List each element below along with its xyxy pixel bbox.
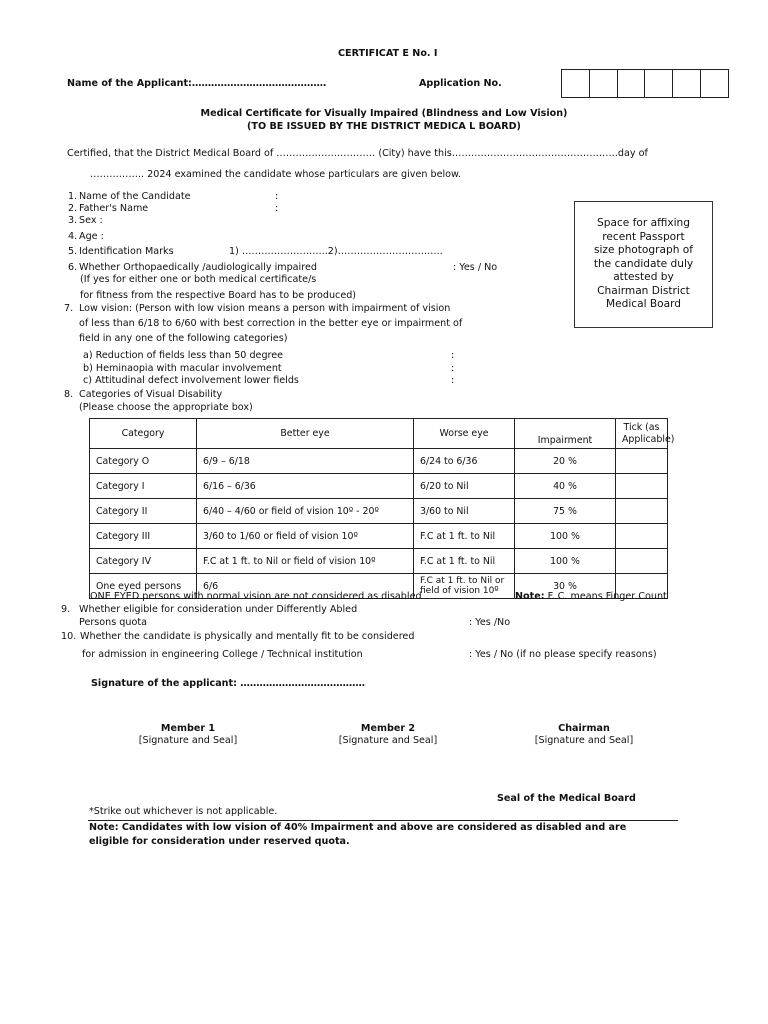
cell-category: Category IV <box>90 549 197 574</box>
question-num: 9. <box>61 604 71 615</box>
table-row <box>90 549 668 574</box>
cell-better-eye: 3/60 to 1/60 or field of vision 10º <box>197 524 414 549</box>
question-num: 7. <box>64 303 74 314</box>
q10-answer: : Yes / No (if no please specify reasons) <box>469 649 657 660</box>
cell-better-eye: 6/6 <box>197 574 414 599</box>
cell-worse-eye: 6/24 to 6/36 <box>414 449 515 474</box>
cell-tick[interactable] <box>616 449 668 474</box>
member-1-signature: [Signature and Seal] <box>138 735 238 746</box>
cell-category: Category II <box>90 499 197 524</box>
one-eyed-note: ONE EYED persons with normal vision are not considered as disabled <box>90 591 422 602</box>
field-fathers-name: Father's Name <box>79 203 149 214</box>
visual-disability-table <box>89 418 675 599</box>
col-header-worse-eye: Worse eye <box>414 419 515 449</box>
cell-worse-eye: 3/60 to Nil <box>414 499 515 524</box>
digit-box[interactable] <box>618 70 646 97</box>
col-header-better-eye: Better eye <box>197 419 414 449</box>
application-no-boxes[interactable] <box>561 69 729 98</box>
q10-line-1: Whether the candidate is physically and mentally fit to be considered <box>80 631 415 642</box>
q7-item-a: a) Reduction of fields less than 50 degree <box>83 350 284 361</box>
fc-note-label: Note: <box>515 591 545 602</box>
q8-line-1: Categories of Visual Disability <box>79 389 223 400</box>
cell-better-eye: F.C at 1 ft. to Nil or field of vision 10º <box>197 549 414 574</box>
field-num: 5. <box>68 246 78 257</box>
table-row <box>90 499 668 524</box>
digit-box[interactable] <box>673 70 701 97</box>
seal-label: Seal of the Medical Board <box>497 793 636 804</box>
q8-line-2: (Please choose the appropriate box) <box>79 402 253 413</box>
field-num: 3. <box>68 215 78 226</box>
table-row <box>90 524 668 549</box>
col-header-category: Category <box>90 419 197 449</box>
table-row <box>90 449 668 474</box>
q7-line-3: field in any one of the following categories) <box>79 333 288 344</box>
cell-tick[interactable] <box>616 499 668 524</box>
field-candidate-name: Name of the Candidate <box>79 191 191 202</box>
heading-main: Medical Certificate for Visually Impaired (Blindness and Low Vision) <box>200 108 568 119</box>
q9-line-2: Persons quota <box>79 617 147 628</box>
cell-tick[interactable] <box>616 524 668 549</box>
col-header-impairment: Impairment <box>515 419 616 449</box>
cell-impairment: 40 % <box>515 474 616 499</box>
field-separator: : <box>451 375 455 386</box>
q10-line-2: for admission in engineering College / Technical institution <box>82 649 363 660</box>
q7-line-2: of less than 6/18 to 6/60 with best correction in the better eye or impairment of <box>79 318 463 329</box>
final-note-line-2: eligible for consideration under reserved quota. <box>89 836 350 847</box>
col-header-tick: Tick (as Applicable) <box>616 419 668 449</box>
field-num: 1. <box>68 191 78 202</box>
member-1-title: Member 1 <box>160 723 216 734</box>
intro-line-2: …………….. 2024 examined the candidate whose particulars are given below. <box>90 169 462 180</box>
photo-placeholder: Space for affixing recent Passport size photograph of the candidate duly attested by Chairman District Medical Board <box>574 201 713 328</box>
digit-box[interactable] <box>590 70 618 97</box>
field-sex: Sex : <box>79 215 103 226</box>
fc-note-text: F. C. means Finger Count <box>544 591 667 602</box>
digit-box[interactable] <box>562 70 590 97</box>
heading-sub: (TO BE ISSUED BY THE DISTRICT MEDICA L BOARD) <box>247 121 521 132</box>
cell-impairment: 30 % <box>515 574 616 599</box>
q6-note-2: for fitness from the respective Board has to be produced) <box>80 290 357 301</box>
cell-category: One eyed persons <box>90 574 197 599</box>
q6-note-1: (If yes for either one or both medical certificate/s <box>80 274 317 285</box>
cell-category: Category O <box>90 449 197 474</box>
q7-item-b: b) Heminaopia with macular involvement <box>83 363 282 374</box>
cell-impairment: 100 % <box>515 549 616 574</box>
question-num: 10. <box>61 631 77 642</box>
fc-note <box>515 591 667 602</box>
table-row <box>90 474 668 499</box>
cell-category: Category III <box>90 524 197 549</box>
cell-worse-eye: F.C at 1 ft. to Nil <box>414 549 515 574</box>
field-num: 2. <box>68 203 78 214</box>
q6-answer: : Yes / No <box>453 262 498 273</box>
cell-tick[interactable] <box>616 474 668 499</box>
q9-answer: : Yes /No <box>469 617 511 628</box>
cell-impairment: 100 % <box>515 524 616 549</box>
question-num: 8. <box>64 389 74 400</box>
strike-note: *Strike out whichever is not applicable. <box>89 806 278 817</box>
field-separator: : <box>275 191 279 202</box>
chairman-signature: [Signature and Seal] <box>534 735 634 746</box>
q9-line-1: Whether eligible for consideration under Differently Abled <box>79 604 358 615</box>
application-no-label: Application No. <box>419 78 502 89</box>
cell-tick[interactable] <box>616 549 668 574</box>
question-num: 6. <box>68 262 78 273</box>
cell-impairment: 20 % <box>515 449 616 474</box>
digit-box[interactable] <box>645 70 673 97</box>
table-header-row <box>90 419 668 449</box>
q6-question: Whether Orthopaedically /audiologically impaired <box>79 262 317 273</box>
field-separator: : <box>451 350 455 361</box>
certificate-title: CERTIFICAT E No. I <box>338 48 438 59</box>
identification-marks-blanks: 1) ……………………...2)……………………….….. <box>229 246 443 257</box>
applicant-name-label: Name of the Applicant:…………………………………… <box>67 78 327 89</box>
q7-line-1: Low vision: (Person with low vision means a person with impairment of vision <box>79 303 451 314</box>
divider <box>88 820 678 821</box>
cell-better-eye: 6/9 – 6/18 <box>197 449 414 474</box>
applicant-signature-label: Signature of the applicant: ………………………………… <box>91 678 365 689</box>
cell-better-eye: 6/16 – 6/36 <box>197 474 414 499</box>
field-separator: : <box>275 203 279 214</box>
member-2-title: Member 2 <box>360 723 416 734</box>
cell-worse-eye: 6/20 to Nil <box>414 474 515 499</box>
member-2-signature: [Signature and Seal] <box>338 735 438 746</box>
final-note-line-1: Note: Candidates with low vision of 40% Impairment and above are considered as disabled and are <box>89 822 627 833</box>
q7-item-c: c) Attitudinal defect involvement lower fields <box>83 375 299 386</box>
field-separator: : <box>451 363 455 374</box>
digit-box[interactable] <box>701 70 728 97</box>
cell-worse-eye: F.C at 1 ft. to Nil <box>414 524 515 549</box>
field-num: 4. <box>68 231 78 242</box>
field-identification-marks: Identification Marks <box>79 246 174 257</box>
intro-line-1: Certified, that the District Medical Board of ……………….………… (City) have this…………………………………………….day of <box>67 148 648 159</box>
cell-impairment: 75 % <box>515 499 616 524</box>
field-age: Age : <box>79 231 104 242</box>
cell-worse-eye: F.C at 1 ft. to Nil or field of vision 10º <box>414 574 515 599</box>
cell-category: Category I <box>90 474 197 499</box>
cell-better-eye: 6/40 – 4/60 or field of vision 10º - 20º <box>197 499 414 524</box>
chairman-title: Chairman <box>558 723 610 734</box>
